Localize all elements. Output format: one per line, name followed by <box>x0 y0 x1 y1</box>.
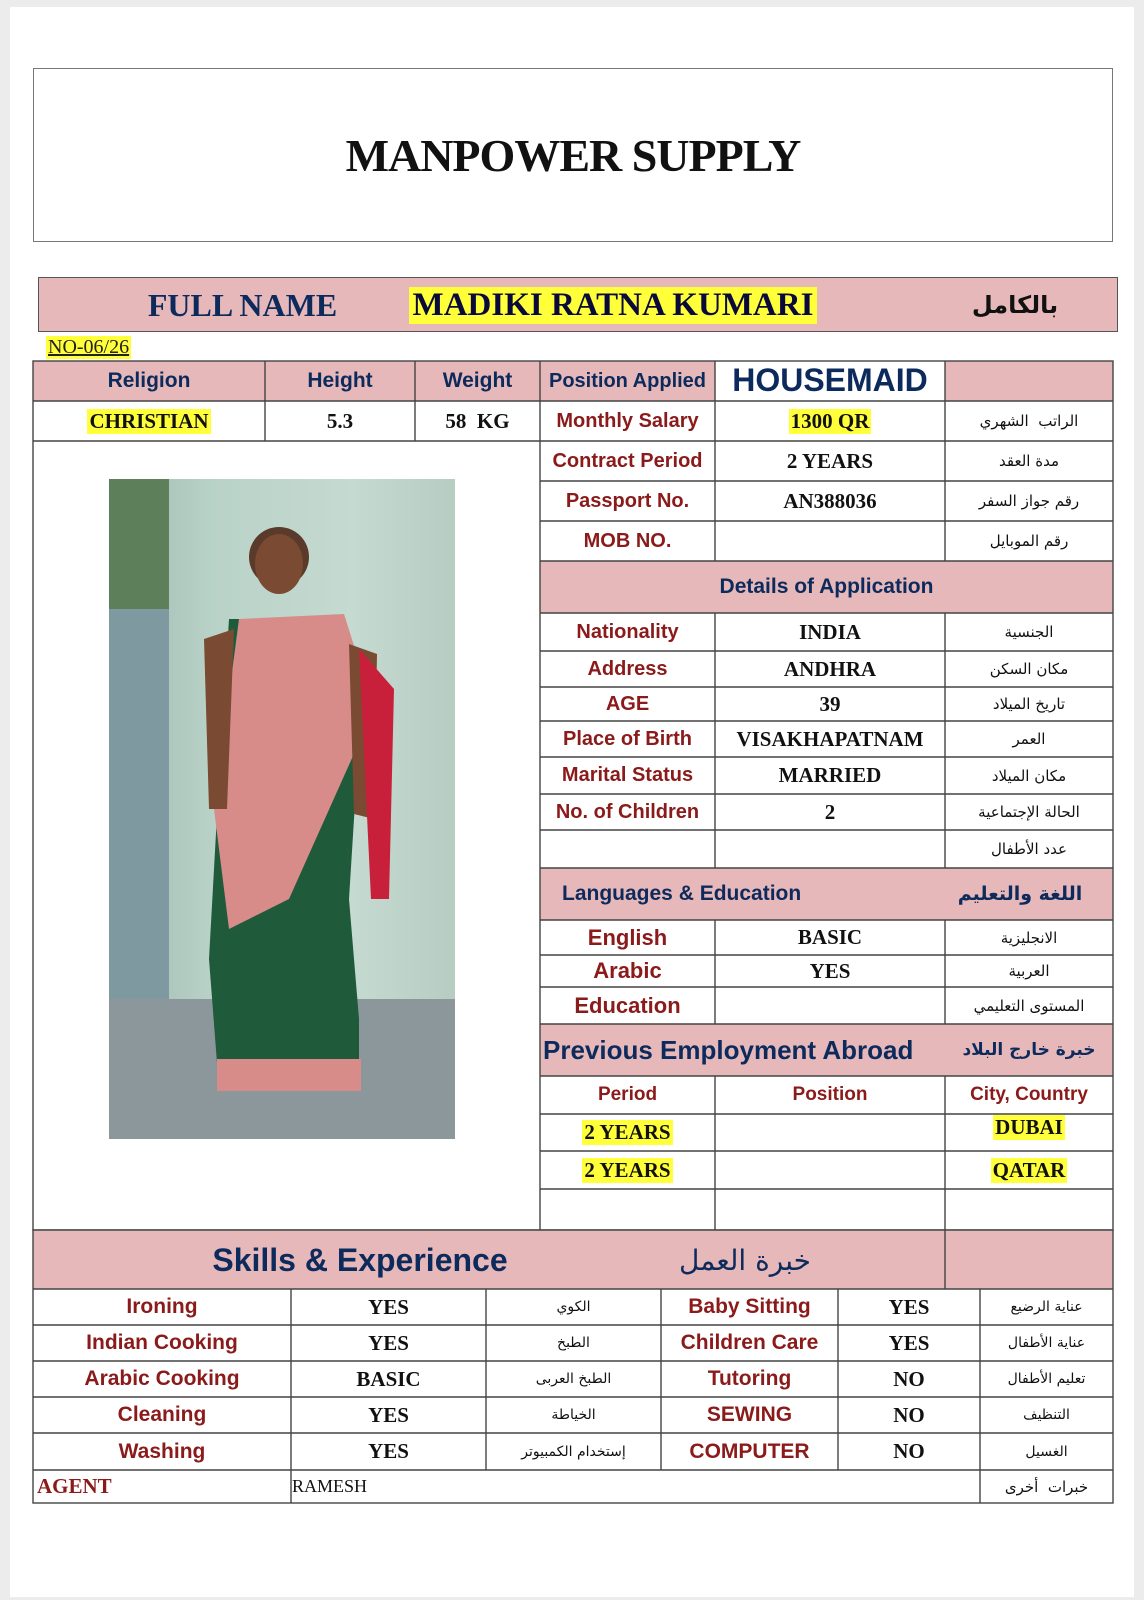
contract-period-arabic: مدة العقد <box>999 452 1059 470</box>
passport-arabic: رقم جواز السفر <box>978 492 1080 510</box>
arabic-arabic: العربية <box>1008 962 1050 980</box>
position-applied-label: Position Applied <box>548 369 707 392</box>
nationality-arabic: الجنسية <box>1004 623 1054 641</box>
children-arabic: الحالة الإجتماعية <box>978 803 1080 821</box>
age-value: 39 <box>819 691 841 716</box>
nationality-value: INDIA <box>799 619 861 644</box>
skill-baby-sitting-value: YES <box>888 1294 930 1319</box>
education-label: Education <box>574 992 681 1018</box>
place-of-birth-arabic: العمر <box>1012 730 1046 748</box>
religion-value: CHRISTIAN <box>89 408 209 433</box>
skill-ironing-arabic: الكوي <box>556 1299 591 1315</box>
skill-washing-arabic: إستخدام الكمبيوتر <box>521 1443 626 1460</box>
english-label: English <box>587 924 668 950</box>
age-arabic: تاريخ الميلاد <box>992 695 1066 713</box>
skill-cleaning-arabic: الخياطة <box>551 1407 596 1423</box>
skill-tutoring-value: NO <box>893 1366 925 1391</box>
nationality-label: Nationality <box>576 620 679 643</box>
arabic-value: YES <box>809 958 851 983</box>
skill-ironing-value: YES <box>368 1294 409 1319</box>
arabic-label: Arabic <box>593 958 662 983</box>
place-of-birth-label: Place of Birth <box>563 727 692 750</box>
marital-status-arabic: مكان الميلاد <box>991 766 1067 785</box>
employment-section-arabic: خبرة خارج البلاد <box>962 1040 1096 1060</box>
english-arabic: الانجليزية <box>1000 928 1058 947</box>
skills-section-title: Skills & Experience <box>212 1241 508 1278</box>
employment-position-1 <box>715 1114 945 1151</box>
mobile-arabic: رقم الموبايل <box>989 532 1069 550</box>
employment-period-2: 2 YEARS <box>584 1157 671 1182</box>
full-name-arabic: بالكامل <box>971 291 1059 319</box>
position-header: Position <box>792 1084 868 1105</box>
monthly-salary-label: Monthly Salary <box>556 409 699 432</box>
passport-value: AN388036 <box>783 488 877 513</box>
height-header: Height <box>307 369 373 392</box>
skill-children-care-value: YES <box>888 1330 930 1355</box>
skill-computer-value: NO <box>893 1439 925 1463</box>
skill-tutoring-label: Tutoring <box>707 1367 792 1390</box>
marital-status-value: MARRIED <box>778 763 882 787</box>
place-of-birth-value: VISAKHAPATNAM <box>736 726 924 751</box>
skill-baby-sitting-label: Baby Sitting <box>688 1295 811 1318</box>
skill-sewing-arabic: التنظيف <box>1023 1407 1070 1423</box>
monthly-salary-value: 1300 QR <box>790 408 870 433</box>
age-label: AGE <box>605 692 650 715</box>
skill-indian-cooking-label: Indian Cooking <box>86 1331 238 1354</box>
full-name-label: FULL NAME <box>147 286 338 323</box>
languages-section-arabic: اللغة والتعليم <box>957 883 1083 905</box>
skill-arabic-cooking-arabic: الطبخ العربى <box>535 1371 612 1387</box>
skill-washing-value: YES <box>368 1439 409 1463</box>
skill-computer-arabic: الغسيل <box>1025 1443 1068 1460</box>
contract-period-label: Contract Period <box>552 449 703 472</box>
page-title: MANPOWER SUPPLY <box>345 129 801 181</box>
position-applied-value: HOUSEMAID <box>732 361 928 398</box>
english-value: BASIC <box>797 925 863 949</box>
skill-indian-cooking-value: YES <box>368 1330 409 1355</box>
full-name-value: MADIKI RATNA KUMARI <box>409 287 818 324</box>
address-label: Address <box>587 657 668 680</box>
skill-sewing-label: SEWING <box>706 1403 793 1426</box>
skill-washing-label: Washing <box>118 1439 206 1463</box>
education-arabic: المستوى التعليمي <box>973 996 1085 1015</box>
skill-children-care-label: Children Care <box>680 1331 819 1354</box>
employment-section-title: Previous Employment Abroad <box>543 1034 914 1065</box>
skill-sewing-value: NO <box>893 1402 925 1427</box>
languages-section-title: Languages & Education <box>562 882 802 905</box>
weight-header: Weight <box>442 369 513 392</box>
monthly-salary-arabic: الراتب الشهري <box>979 412 1079 430</box>
reference-number: NO-06/26 <box>48 335 130 358</box>
address-value: ANDHRA <box>783 656 877 681</box>
application-section-title: Details of Application <box>719 575 934 598</box>
skill-tutoring-arabic: تعليم الأطفال <box>1007 1371 1086 1387</box>
agent-value: RAMESH <box>292 1476 368 1496</box>
employment-place-2: QATAR <box>992 1157 1066 1182</box>
skill-indian-cooking-arabic: الطبخ <box>557 1335 590 1351</box>
contract-period-value: 2 YEARS <box>786 448 874 473</box>
blank-row-arabic: عدد الأطفال <box>991 840 1067 858</box>
children-value: 2 <box>824 799 836 824</box>
mobile-value <box>715 521 945 561</box>
address-arabic: مكان السكن <box>989 660 1069 678</box>
period-header: Period <box>597 1084 658 1105</box>
height-value: 5.3 <box>326 408 354 433</box>
skill-computer-label: COMPUTER <box>689 1439 810 1463</box>
skill-cleaning-label: Cleaning <box>117 1403 207 1426</box>
skill-arabic-cooking-label: Arabic Cooking <box>84 1367 240 1390</box>
skill-baby-sitting-arabic: عناية الرضيع <box>1010 1299 1083 1315</box>
education-value <box>715 987 945 1024</box>
weight-value: 58 KG <box>445 408 510 433</box>
skill-ironing-label: Ironing <box>126 1295 198 1318</box>
skills-section-arabic: خبرة العمل <box>679 1243 811 1277</box>
employment-position-2 <box>715 1151 945 1189</box>
city-country-header: City, Country <box>970 1084 1088 1105</box>
mobile-label: MOB NO. <box>583 529 672 552</box>
marital-status-label: Marital Status <box>561 764 694 786</box>
children-label: No. of Children <box>555 800 700 823</box>
skill-children-care-arabic: عناية الأطفال <box>1007 1335 1086 1351</box>
employment-place-1: DUBAI <box>995 1114 1063 1139</box>
skill-cleaning-value: YES <box>368 1402 409 1427</box>
skill-arabic-cooking-value: BASIC <box>356 1366 421 1391</box>
agent-arabic: خبرات أخرى <box>1004 1477 1089 1496</box>
agent-label: AGENT <box>37 1474 112 1498</box>
religion-header: Religion <box>107 369 191 392</box>
employment-period-1: 2 YEARS <box>584 1120 671 1144</box>
passport-label: Passport No. <box>565 489 690 512</box>
